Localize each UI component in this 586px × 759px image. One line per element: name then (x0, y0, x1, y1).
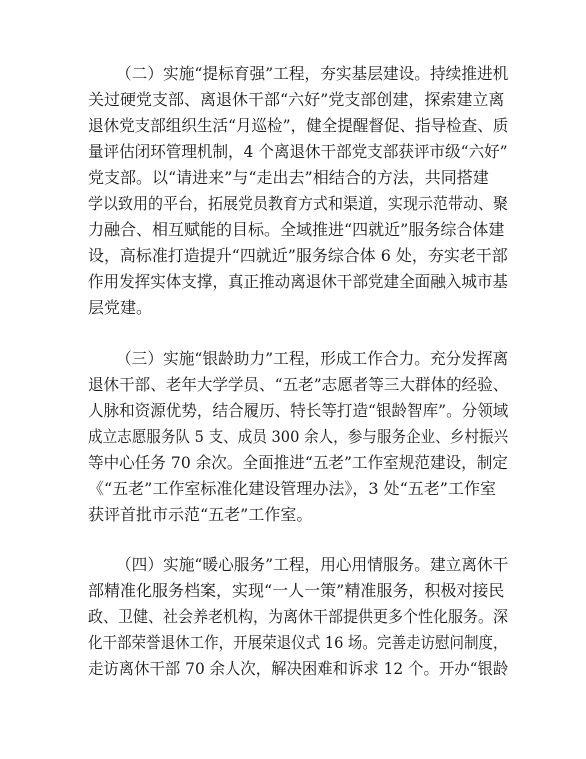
paragraph-3-line-1: （四）实施“暖心服务”工程，用心用情服务。建立离休干 (116, 555, 509, 574)
paragraph-2-line-1: （三）实施“银龄助力”工程，形成工作合力。充分发挥离 (116, 349, 509, 368)
paragraph-1-line-9: 作用发挥实体支撑，真正推动离退休干部党建全面融入城市基 (88, 272, 509, 291)
paragraph-2-line-5: 等中心任务 70 余次。全面推进“五老”工作室规范建设，制定 (88, 453, 508, 472)
paragraph-3-line-4: 化干部荣誉退休工作，开展荣退仪式 16 场。完善走访慰问制度， (88, 633, 508, 652)
paragraph-1-line-5: 党支部。以“请进来”与“走出去”相结合的方法，共同搭建 (88, 168, 489, 187)
paragraph-1-line-10: 层党建。 (88, 298, 153, 317)
paragraph-1-line-8: 设，高标准打造提升“四就近”服务综合体 6 处，夯实老干部 (88, 246, 508, 265)
paragraph-3-line-5: 走访离休干部 70 余人次，解决困难和诉求 12 个。开办“银龄 (88, 659, 509, 678)
paragraph-1-line-3: 退休党支部组织生活“月巡检”，健全提醒督促、指导检查、质 (88, 116, 509, 135)
paragraph-1-line-4: 量评估闭环管理机制，4 个离退休干部党支部获评市级“六好” (88, 142, 508, 161)
paragraph-2-line-6: 《“五老”工作室标准化建设管理办法》，3 处“五老”工作室 (88, 479, 496, 498)
paragraph-1-line-6: 学以致用的平台，拓展党员教育方式和渠道，实现示范带动、聚 (88, 194, 509, 213)
paragraph-3-line-3: 政、卫健、社会养老机构，为离休干部提供更多个性化服务。深 (88, 607, 509, 626)
paragraph-3-line-2: 部精准化服务档案，实现“一人一策”精准服务，积极对接民 (88, 581, 505, 600)
paragraph-2-line-3: 人脉和资源优势，结合履历、特长等打造“银龄智库”。分领域 (88, 401, 509, 420)
paragraph-2-line-2: 退休干部、老年大学学员、“五老”志愿者等三大群体的经验、 (88, 375, 509, 394)
paragraph-1-line-1: （二）实施“提标育强”工程，夯实基层建设。持续推进机 (116, 64, 509, 83)
paragraph-2-line-7: 获评首批市示范“五老”工作室。 (88, 505, 313, 524)
paragraph-1-line-2: 关过硬党支部、离退休干部“六好”党支部创建，探索建立离 (88, 90, 505, 109)
paragraph-2-line-4: 成立志愿服务队 5 支、成员 300 余人，参与服务企业、乡村振兴 (88, 427, 509, 446)
paragraph-1-line-7: 力融合、相互赋能的目标。全域推进“四就近”服务综合体建 (88, 220, 505, 239)
